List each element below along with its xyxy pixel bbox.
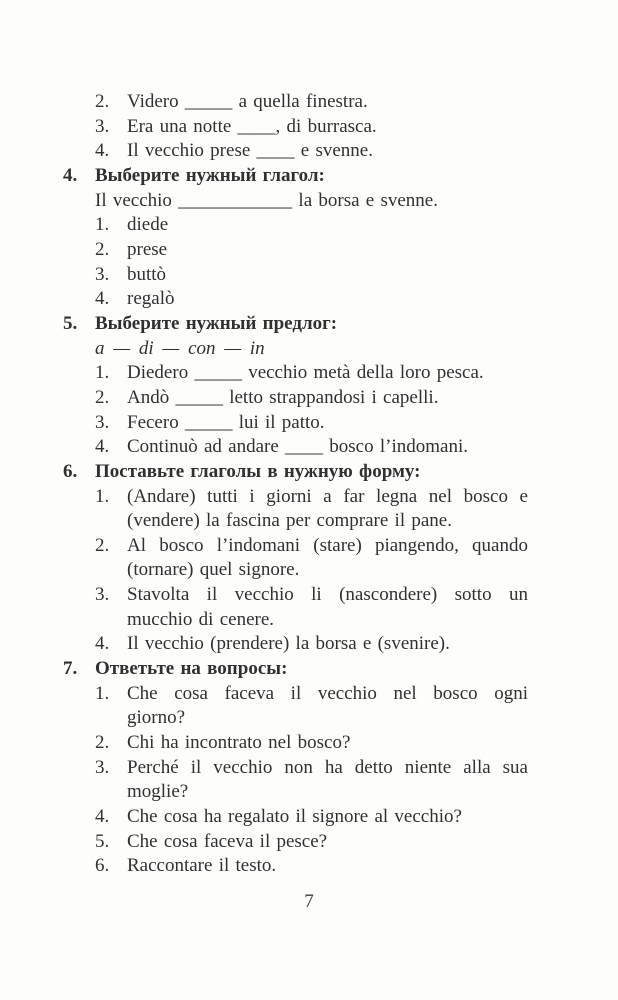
item-number: 4. <box>95 806 110 828</box>
item-number: 2. <box>95 732 110 754</box>
item-number: 4. <box>95 436 110 458</box>
item-line: Che cosa faceva il vecchio nel bosco ogni <box>127 682 528 704</box>
item-lines <box>127 805 528 830</box>
item-lines <box>127 435 528 460</box>
section-title: Выберите нужный предлог: <box>95 312 338 334</box>
item-number: 5. <box>95 830 110 852</box>
item-line: moglie? <box>127 781 189 803</box>
item-lines <box>127 731 528 756</box>
item-line: Chi ha incontrato nel bosco? <box>127 732 351 754</box>
item-lines <box>127 287 528 312</box>
item-lines <box>127 632 528 657</box>
exercise-section <box>63 312 528 460</box>
item-line: (tornare) quel signore. <box>127 559 300 581</box>
section-body <box>95 312 528 460</box>
item-line: Era una notte ____, di burrasca. <box>127 115 377 137</box>
item-lines <box>127 115 528 140</box>
item-number: 3. <box>95 584 110 606</box>
item-lines <box>127 411 528 436</box>
exercise-section <box>63 657 528 879</box>
list-item <box>95 213 528 238</box>
list-item <box>95 682 528 731</box>
item-number: 4. <box>95 633 110 655</box>
item-line: (Andare) tutti i giorni a far legna nel bosco e <box>127 485 528 507</box>
item-lines <box>127 361 528 386</box>
item-number: 1. <box>95 485 110 507</box>
item-line: Raccontare il testo. <box>127 855 277 877</box>
list-item <box>95 139 528 164</box>
page-content <box>63 90 528 879</box>
item-number: 4. <box>95 140 110 162</box>
item-line: Il vecchio (prendere) la borsa e (svenire). <box>127 633 450 655</box>
item-number: 2. <box>95 91 110 112</box>
item-number: 2. <box>95 534 110 556</box>
list-item <box>95 756 528 805</box>
item-line: regalò <box>127 288 175 310</box>
section-body <box>95 164 528 312</box>
list-item <box>95 90 528 115</box>
item-lines <box>127 854 528 879</box>
item-line: mucchio di cenere. <box>127 608 275 630</box>
section-title: Поставьте глаголы в нужную форму: <box>95 460 421 482</box>
exercise-section <box>63 460 528 657</box>
item-number: 6. <box>95 855 110 877</box>
item-line: diede <box>127 214 169 236</box>
list-item <box>95 731 528 756</box>
item-lines <box>127 682 528 731</box>
item-lines <box>127 139 528 164</box>
item-lines <box>127 534 528 583</box>
section-number: 4. <box>63 164 78 186</box>
item-number: 3. <box>95 756 110 778</box>
item-number: 2. <box>95 386 110 408</box>
list-item <box>95 411 528 436</box>
list-item <box>95 854 528 879</box>
section-lead-line: Il vecchio ____________ la borsa e svenne. <box>95 189 438 211</box>
list-item <box>95 287 528 312</box>
item-number: 1. <box>95 682 110 704</box>
item-line: buttò <box>127 263 167 285</box>
list-item <box>95 485 528 534</box>
list-item <box>95 583 528 632</box>
item-lines <box>127 263 528 288</box>
item-line: Continuò ad andare ____ bosco l’indomani. <box>127 436 468 458</box>
list-item <box>95 115 528 140</box>
item-number: 3. <box>95 115 110 137</box>
item-number: 2. <box>95 238 110 260</box>
item-line: Perché il vecchio non ha detto niente alla sua <box>127 756 528 778</box>
list-item <box>95 632 528 657</box>
item-line: (vendere) la fascina per comprare il pane. <box>127 510 452 532</box>
item-line: giorno? <box>127 707 186 729</box>
item-line: Che cosa faceva il pesce? <box>127 830 328 852</box>
section-body <box>95 460 528 657</box>
item-number: 1. <box>95 362 110 384</box>
item-line: Stavolta il vecchio li (nascondere) sotto un <box>127 584 528 606</box>
item-number: 3. <box>95 263 110 285</box>
item-line: Fecero _____ lui il patto. <box>127 411 325 433</box>
list-item <box>95 830 528 855</box>
list-item <box>95 386 528 411</box>
item-line: Il vecchio prese ____ e svenne. <box>127 140 373 162</box>
item-lines <box>127 756 528 805</box>
item-line: Videro _____ a quella finestra. <box>127 91 368 112</box>
item-line: Diedero _____ vecchio metà della loro pesca. <box>127 362 484 384</box>
item-number: 4. <box>95 288 110 310</box>
section-lead-line: a — di — con — in <box>95 337 265 359</box>
list-item <box>95 263 528 288</box>
section-number: 5. <box>63 312 78 334</box>
list-item <box>95 534 528 583</box>
item-line: Andò _____ letto strappandosi i capelli. <box>127 386 439 408</box>
item-number: 3. <box>95 411 110 433</box>
item-lines <box>127 386 528 411</box>
list-item <box>95 805 528 830</box>
section-number: 7. <box>63 658 78 680</box>
section-number: 6. <box>63 460 78 482</box>
item-line: Che cosa ha regalato il signore al vecchio? <box>127 806 462 828</box>
item-line: prese <box>127 238 168 260</box>
item-lines <box>127 485 528 534</box>
item-lines <box>127 90 528 115</box>
item-lines <box>127 830 528 855</box>
exercise-items-continued <box>95 90 528 164</box>
item-lines <box>127 238 528 263</box>
item-number: 1. <box>95 214 110 236</box>
list-item <box>95 361 528 386</box>
item-line: Al bosco l’indomani (stare) piangendo, quando <box>127 534 528 556</box>
section-title: Выберите нужный глагол: <box>95 164 325 186</box>
section-body <box>95 657 528 879</box>
item-lines <box>127 213 528 238</box>
list-item <box>95 238 528 263</box>
item-lines <box>127 583 528 632</box>
page-number: 7 <box>304 891 314 912</box>
list-item <box>95 435 528 460</box>
exercise-section <box>63 164 528 312</box>
section-title: Ответьте на вопросы: <box>95 658 288 680</box>
